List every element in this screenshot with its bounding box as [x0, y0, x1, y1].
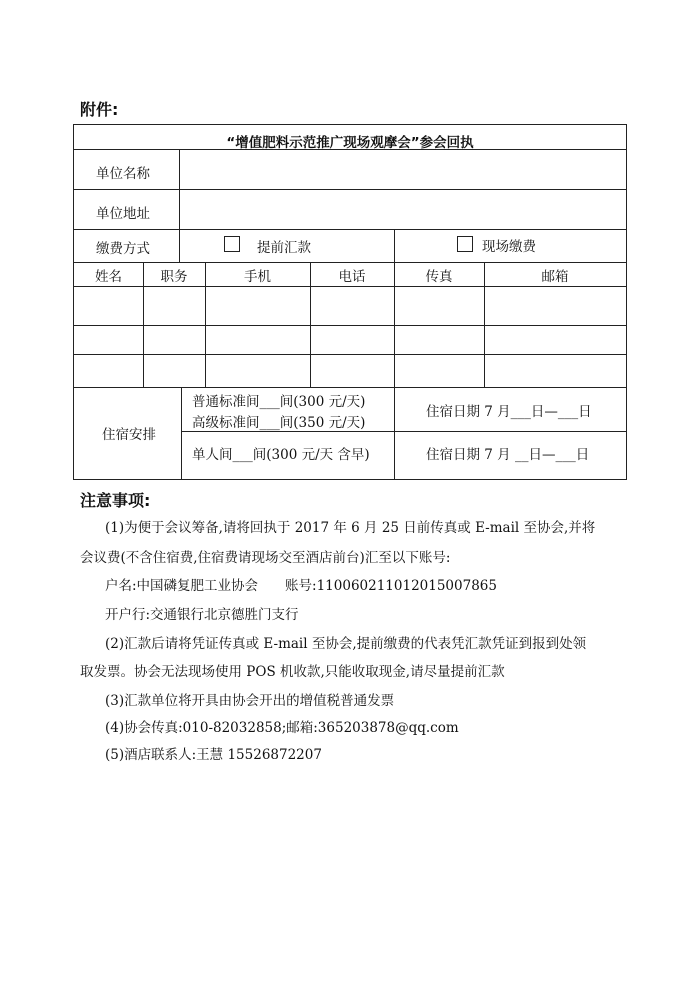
- reply-form-table: [73, 124, 627, 480]
- notes-heading: 注意事项:: [80, 491, 151, 510]
- standard-room-line: 普通标准间___间(300 元/天): [192, 394, 366, 410]
- column-header-email: 邮箱: [541, 269, 569, 285]
- note-line: 会议费(不含住宿费,住宿费请现场交至酒店前台)汇至以下账号:: [80, 550, 451, 566]
- note-line: (2)汇款后请将凭证传真或 E-mail 至协会,提前缴费的代表凭汇款凭证到报到处领: [105, 636, 587, 652]
- advance-payment-label: 提前汇款: [257, 240, 311, 256]
- advance-payment-checkbox[interactable]: [224, 236, 240, 252]
- lodging-divider: [181, 431, 626, 432]
- col-divider: [181, 387, 182, 479]
- row-divider: [74, 262, 626, 263]
- col-divider: [179, 149, 180, 262]
- col-divider: [394, 387, 395, 479]
- col-divider: [394, 229, 395, 262]
- attachment-heading: 附件:: [80, 100, 119, 119]
- column-header-fax: 传真: [425, 269, 453, 285]
- note-line: 户名:中国磷复肥工业协会 账号:110060211012015007865: [105, 578, 497, 594]
- note-line: (3)汇款单位将开具由协会开出的增值税普通发票: [105, 693, 395, 709]
- column-header-phone: 电话: [338, 269, 366, 285]
- row-divider: [74, 387, 626, 388]
- stay-dates-line-1: 住宿日期 7 月___日—___日: [426, 404, 592, 420]
- unit-address-label: 单位地址: [96, 206, 150, 222]
- lodging-label: 住宿安排: [102, 427, 156, 443]
- onsite-payment-checkbox[interactable]: [457, 236, 473, 252]
- note-line: (1)为便于会议筹备,请将回执于 2017 年 6 月 25 日前传真或 E-mail 至协会,并将: [105, 520, 596, 536]
- row-divider: [74, 286, 626, 287]
- onsite-payment-label: 现场缴费: [482, 239, 536, 255]
- row-divider: [74, 325, 626, 326]
- row-divider: [74, 229, 626, 230]
- row-divider: [74, 354, 626, 355]
- form-title: “增值肥料示范推广现场观摩会”参会回执: [226, 135, 474, 151]
- column-header-name: 姓名: [95, 269, 122, 285]
- payment-method-label: 缴费方式: [96, 241, 150, 257]
- single-room-line: 单人间___间(300 元/天 含早): [192, 447, 370, 463]
- column-header-position: 职务: [160, 269, 188, 285]
- column-header-mobile: 手机: [244, 269, 271, 285]
- note-line: 取发票。协会无法现场使用 POS 机收款,只能收取现金,请尽量提前汇款: [80, 664, 505, 680]
- note-line: (5)酒店联系人:王慧 15526872207: [105, 747, 322, 763]
- note-line: 开户行:交通银行北京德胜门支行: [105, 607, 299, 623]
- deluxe-room-line: 高级标准间___间(350 元/天): [192, 415, 366, 431]
- stay-dates-line-2: 住宿日期 7 月 __日—___日: [426, 447, 590, 463]
- row-divider: [74, 189, 626, 190]
- note-line: (4)协会传真:010-82032858;邮箱:365203878@qq.com: [105, 720, 459, 736]
- unit-name-label: 单位名称: [96, 166, 150, 182]
